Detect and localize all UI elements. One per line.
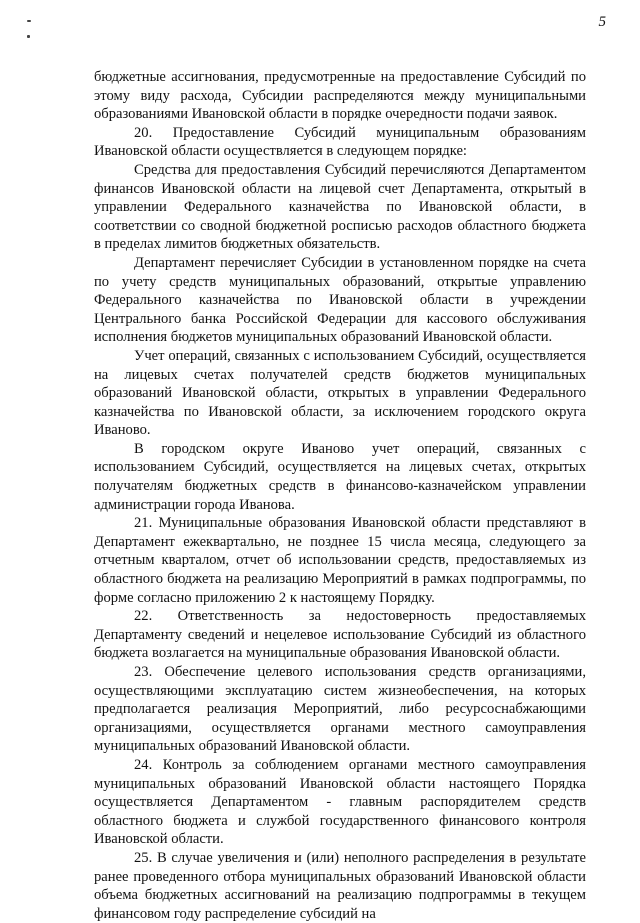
paragraph-20-accounting: Учет операций, связанных с использованием Субсидий, осуществляется на лицевых счетах получателей средств бюджетов муниципальных образований Ивановской области, открытых в управлении Федерального казначейства по Ивановской области, за исключением городского округа Иваново. [94,347,586,439]
scan-mark [27,35,30,38]
paragraph-20-funds: Средства для предоставления Субсидий перечисляются Департаментом финансов Ивановской области на лицевой счет Департамента, открытый в управлении Федерального казначейства по Ивановской области, в соответствии со сводной бюджетной росписью расходов областного бюджета в пределах лимитов бюджетных обязательств. [94,161,586,253]
paragraph-20-transfer: Департамент перечисляет Субсидии в установленном порядке на счета по учету средств муниципальных образований, открытые управлению Федерального казначейства по Ивановской области в учреждении Центрального банка Российской Федерации для кассового обслуживания исполнения бюджетов муниципальных образований Ивановской области. [94,254,586,346]
paragraph-21: 21. Муниципальные образования Ивановской области представляют в Департамент ежеквартально, не позднее 15 числа месяца, следующего за отчетным кварталом, отчет об использовании средств, предоставляемых из областного бюджета на реализацию Мероприятий в рамках подпрограммы, по форме согласно приложению 2 к настоящему Порядку. [94,515,586,606]
scan-mark [27,20,31,22]
paragraph-24: 24. Контроль за соблюдением органами местного самоуправления муниципальных образований Ивановской области настоящего Порядка осуществляется Департаментом - главным распорядителем средств областного бюджета и службой государственного финансового контроля Ивановской области. [94,756,586,848]
paragraph-20: 20. Предоставление Субсидий муниципальным образованиям Ивановской области осуществляется в следующем порядке: [94,124,586,160]
paragraph-23: 23. Обеспечение целевого использования средств организациями, осуществляющими эксплуатацию систем жизнеобеспечения, на которых предполагается реализация Мероприятий, либо ресурсоснабжающими организациями, осуществляется органами местного самоуправления муниципальных образований Ивановской области. [94,664,586,755]
paragraph-25: 25. В случае увеличения и (или) неполного распределения в результате ранее проведенного отбора муниципальных образований Ивановской области объема бюджетных ассигнований на реализацию подпрограммы в текущем финансовом году распределение субсидий на [94,849,586,922]
paragraph-22: 22. Ответственность за недостоверность предоставляемых Департаменту сведений и нецелевое использование Субсидий из областного бюджета возлагается на муниципальные образования Ивановской области. [94,608,586,662]
paragraph-continuation: бюджетные ассигнования, предусмотренные на предоставление Субсидий по этому виду расхода, Субсидии распределяются между муниципальными образованиями Ивановской области в порядке очередности подачи заявок. [94,69,586,123]
document-body [94,68,586,923]
paragraph-20-ivanovo: В городском округе Иваново учет операций, связанных с использованием Субсидий, осуществляется на лицевых счетах, открытых получателям бюджетных средств в финансово-казначейском управлении администрации города Иванова. [94,440,586,513]
page-number: 5 [598,14,606,30]
